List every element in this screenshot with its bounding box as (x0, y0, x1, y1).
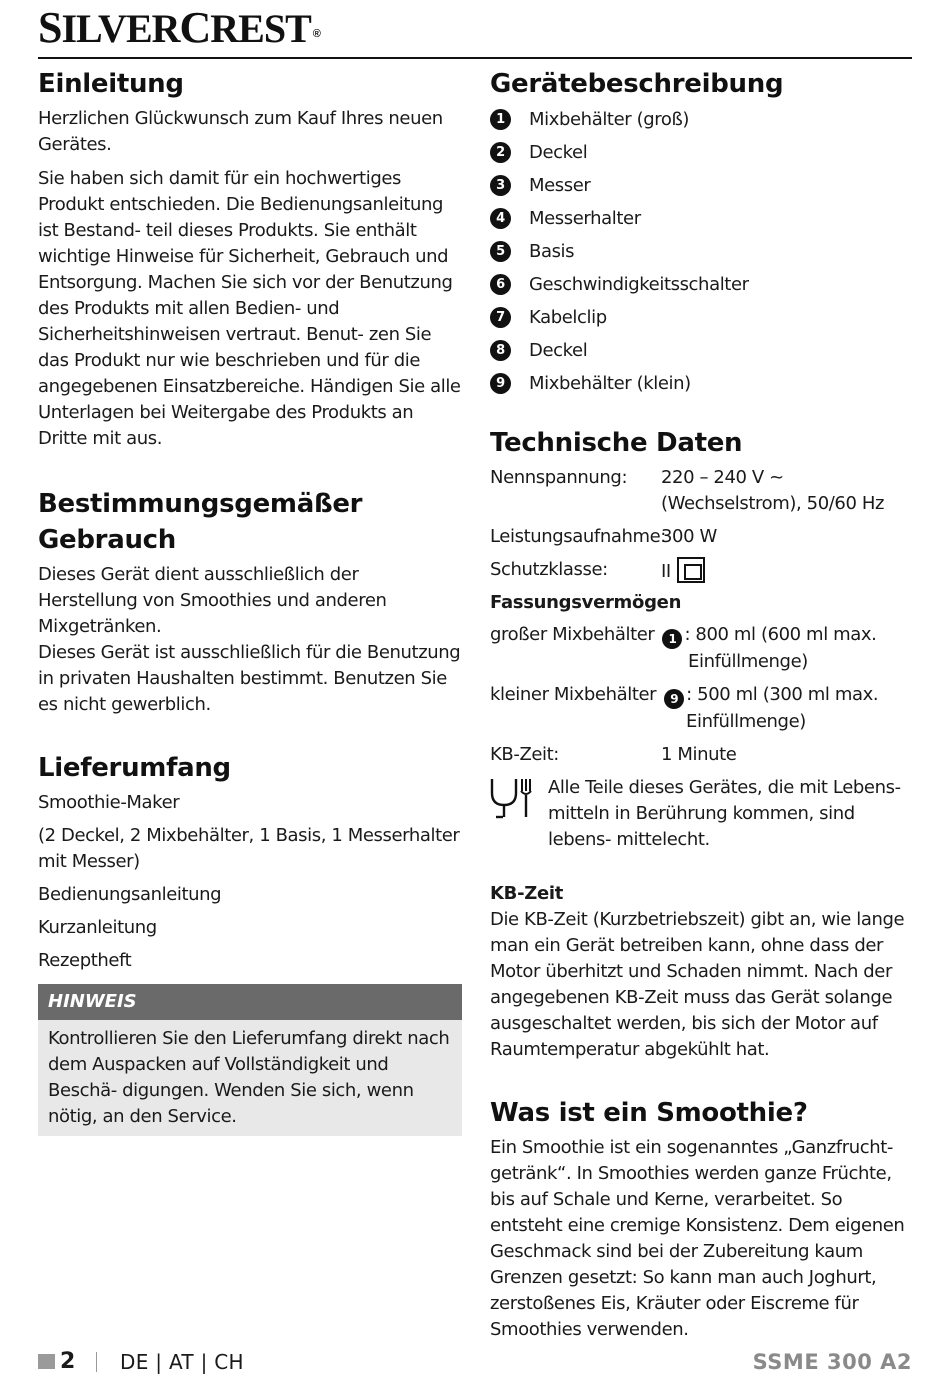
food-safe-text: Alle Teile dieses Gerätes, die mit Lebens- mitteln in Berührung kommen, sind lebens- mittelecht. (548, 777, 901, 850)
gebrauch-paragraph-1: Dieses Gerät dient ausschließlich der Herstellung von Smoothies und anderen Mixgetränken. (38, 564, 387, 637)
beschreibung-heading: Gerätebeschreibung (490, 69, 784, 99)
gebrauch-heading-line1: Bestimmungsgemäßer (38, 489, 363, 519)
kb-zeit-subheading: KB-Zeit (490, 883, 564, 904)
page-number: 2 (60, 1349, 76, 1374)
technische-daten-heading: Technische Daten (490, 428, 743, 458)
lieferumfang-item: Rezeptheft (38, 950, 132, 971)
number-badge-icon: 7 (490, 307, 511, 328)
part-label: Mixbehälter (groß) (529, 108, 690, 130)
spec-value-line: (Wechselstrom), 50/60 Hz (661, 493, 885, 514)
part-item (490, 139, 914, 165)
einleitung-paragraph-2: Sie haben sich damit für ein hochwertiges Produkt entschieden. Die Bedienungsanleitung ist Bestand- teil dieses Produkts. Sie enthält wichtige Hinweise für Sicherheit, Gebrauch und Entsorgung. Machen Sie sich vor der Benutzung des Produkts mit allen Bedien- und Sicherheitshinweisen vertraut. Benut- zen Sie das Produkt nur wie beschrieben und für die angegebenen Einsatzbereiche. Händigen Sie alle Unterlagen bei Weitergabe des Produkts an Dritte mit aus. (38, 168, 461, 449)
spec-leistung (490, 524, 914, 550)
kb-zeit-paragraph: Die KB-Zeit (Kurzbetriebszeit) gibt an, wie lange man ein Gerät betreiben kann, ohne dass der Motor überhitzt und Schaden nimmt. Nach der angegebenen KB-Zeit muss das Gerät solange ausgeschaltet werden, bis sich der Motor auf Raumtemperatur abgekühlt hat. (490, 909, 905, 1060)
part-label: Geschwindigkeitsschalter (529, 273, 749, 295)
registered-mark: ® (312, 28, 320, 40)
spec-nennspannung (490, 465, 914, 517)
spec-label: großer Mixbehälter (490, 624, 655, 645)
hinweis-title: HINWEIS (38, 984, 462, 1020)
part-item (490, 337, 914, 363)
lieferumfang-item: Kurzanleitung (38, 917, 157, 938)
part-item (490, 238, 914, 264)
spec-value (661, 557, 914, 585)
number-badge-icon: 2 (490, 142, 511, 163)
tech-specs (490, 465, 914, 853)
smoothie-heading: Was ist ein Smoothie? (490, 1098, 808, 1128)
fassung-subheading: Fassungsvermögen (490, 592, 682, 613)
gebrauch-paragraph-2: Dieses Gerät ist ausschließlich für die Benutzung in privaten Haushalten bestimmt. Benutzen Sie es nicht gewerblich. (38, 642, 461, 715)
logo-text: ILVER (61, 6, 180, 51)
part-item (490, 370, 914, 396)
page-footer (38, 1346, 912, 1374)
number-badge-icon: 9 (664, 689, 684, 709)
spec-label: Leistungsaufnahme: (490, 526, 666, 547)
part-label: Deckel (529, 339, 588, 361)
protection-class-icon (677, 557, 705, 583)
spec-value-line: 220 – 240 V ~ (661, 467, 784, 488)
footer-divider (96, 1352, 97, 1372)
part-item (490, 172, 914, 198)
spec-kb-zeit (490, 742, 914, 768)
number-badge-icon: 1 (662, 629, 682, 649)
spec-value-line: Einfüllmenge) (688, 651, 808, 672)
part-label: Mixbehälter (klein) (529, 372, 691, 394)
footer-languages: DE | AT | CH (120, 1350, 244, 1374)
spec-value: : 800 ml (600 ml max. (684, 624, 877, 645)
einleitung-paragraph-1: Herzlichen Glückwunsch zum Kauf Ihres neuen Gerätes. (38, 108, 443, 155)
food-safe-note (490, 775, 914, 853)
logo-letter: C (179, 3, 211, 52)
number-badge-icon: 8 (490, 340, 511, 361)
gebrauch-heading-line2: Gebrauch (38, 525, 176, 555)
part-label: Messer (529, 174, 591, 196)
part-label: Messerhalter (529, 207, 641, 229)
number-badge-icon: 3 (490, 175, 511, 196)
part-item (490, 271, 914, 297)
spec-schutzklasse (490, 557, 914, 585)
right-column (490, 66, 914, 1343)
spec-label: Schutzklasse: (490, 559, 608, 580)
spec-value (661, 465, 914, 517)
logo-text: REST (210, 6, 311, 51)
spec-label: kleiner Mixbehälter (490, 684, 657, 705)
number-badge-icon: 5 (490, 241, 511, 262)
footer-model: SSME 300 A2 (752, 1350, 912, 1374)
part-label: Basis (529, 240, 575, 262)
food-safe-icon (490, 775, 548, 853)
spec-value: 300 W (661, 526, 717, 547)
spec-value-line: Einfüllmenge) (686, 711, 806, 732)
number-badge-icon: 9 (490, 373, 511, 394)
part-label: Deckel (529, 141, 588, 163)
silvercrest-logo (38, 3, 320, 52)
number-badge-icon: 4 (490, 208, 511, 229)
part-item (490, 304, 914, 330)
number-badge-icon: 6 (490, 274, 511, 295)
footer-square-icon (38, 1354, 55, 1369)
lieferumfang-heading: Lieferumfang (38, 753, 231, 783)
spec-value: 1 Minute (661, 744, 737, 765)
logo-letter: S (38, 3, 62, 52)
part-item (490, 106, 914, 132)
lieferumfang-item: Smoothie-Maker (38, 792, 180, 813)
smoothie-paragraph: Ein Smoothie ist ein sogenanntes „Ganzfrucht- getränk“. In Smoothies werden ganze Früchte, bis auf Schale und Kerne, verarbeitet. So entsteht eine cremige Konsistenz. Dem eigenen Geschmack sind bei der Zubereitung kaum Grenzen gesetzt: So kann man auch Joghurt, zerstoßenes Eis, Kräuter oder Eiscreme für Smoothies verwenden. (490, 1137, 905, 1340)
part-item (490, 205, 914, 231)
spec-klein (490, 682, 914, 735)
spec-label: Nennspannung: (490, 467, 628, 488)
schutzklasse-value: II (661, 561, 671, 582)
parts-list (490, 106, 914, 396)
spec-value: : 500 ml (300 ml max. (686, 684, 879, 705)
header-rule (38, 57, 912, 59)
part-label: Kabelclip (529, 306, 607, 328)
number-badge-icon: 1 (490, 109, 511, 130)
hinweis-box (38, 984, 462, 1136)
lieferumfang-item: Bedienungsanleitung (38, 884, 222, 905)
spec-label: KB-Zeit: (490, 744, 559, 765)
left-column (38, 66, 462, 1136)
einleitung-heading: Einleitung (38, 69, 184, 99)
spec-gross (490, 622, 914, 675)
lieferumfang-item: (2 Deckel, 2 Mixbehälter, 1 Basis, 1 Messerhalter mit Messer) (38, 825, 460, 872)
hinweis-text: Kontrollieren Sie den Lieferumfang direkt nach dem Auspacken auf Vollständigkeit und Beschä- digungen. Wenden Sie sich, wenn nötig, an den Service. (48, 1028, 450, 1127)
